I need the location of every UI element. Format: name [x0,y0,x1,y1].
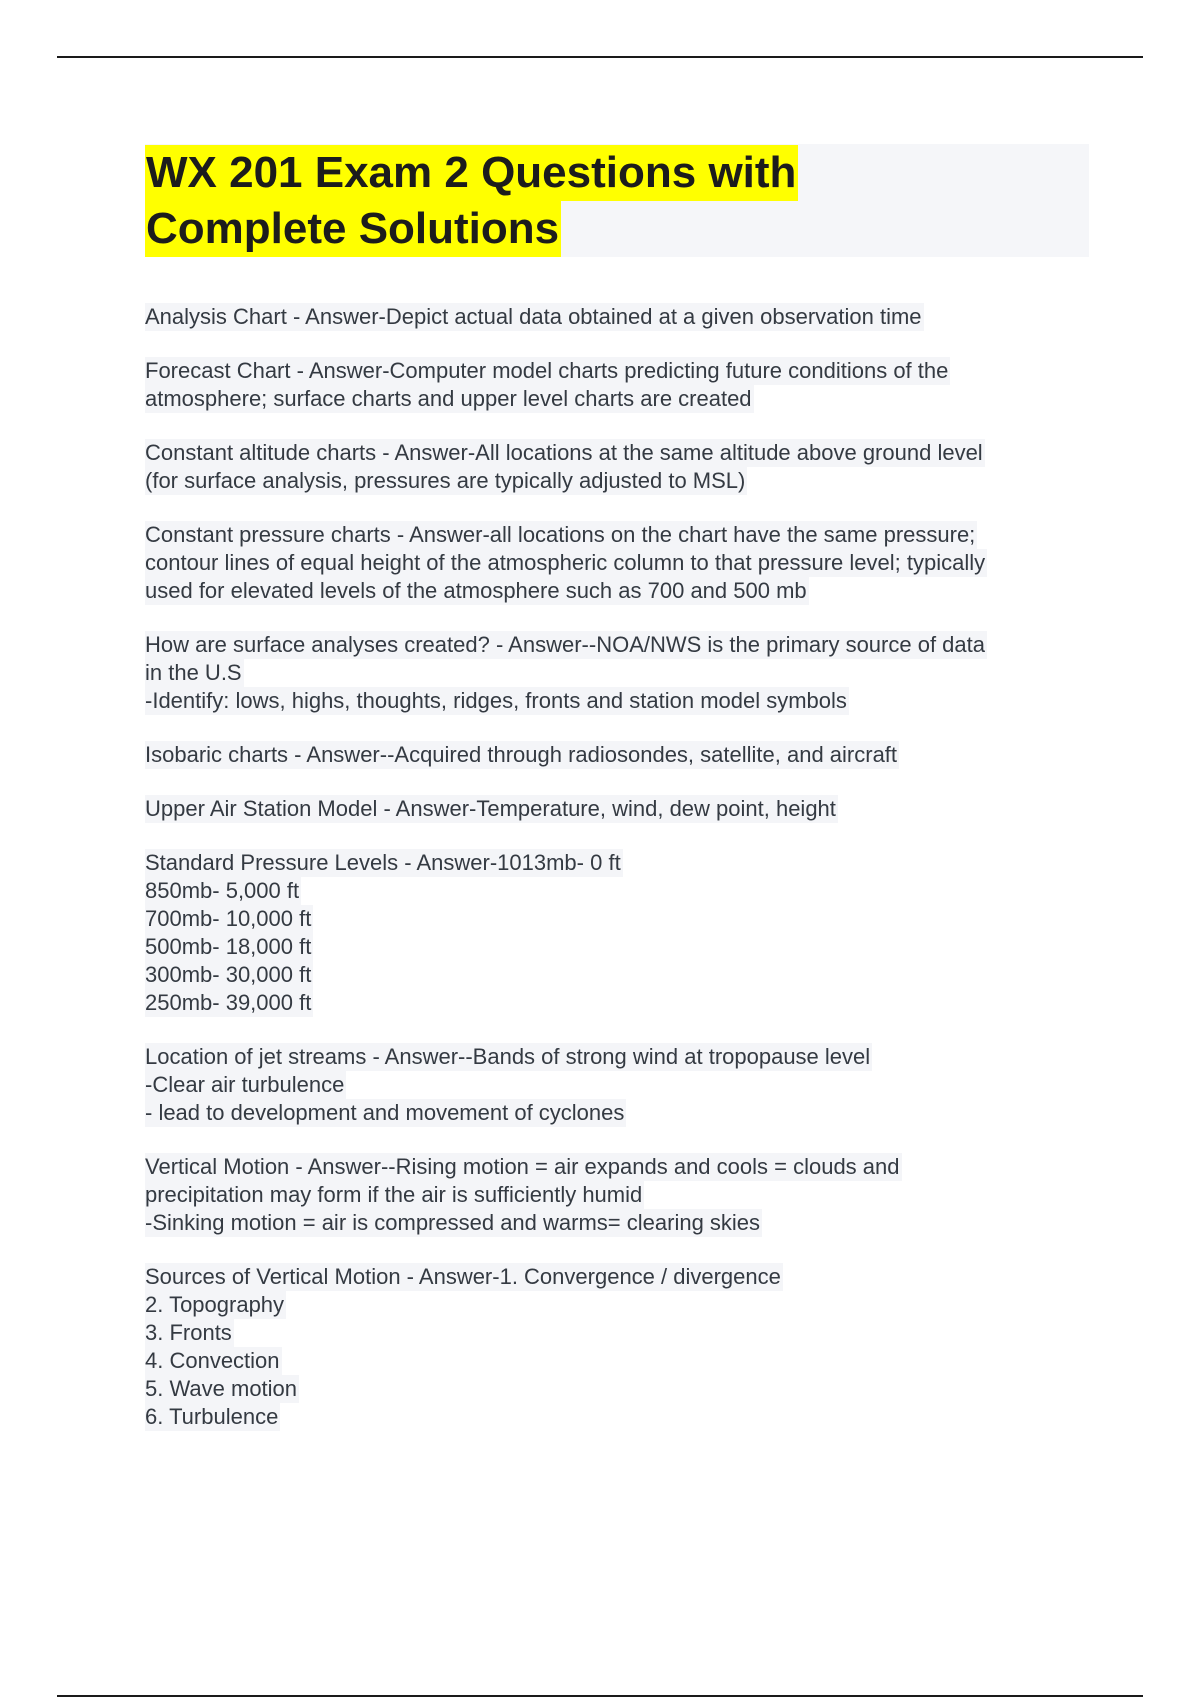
qa-line: 2. Topography [145,1292,285,1317]
qa-list [145,303,1095,1457]
qa-line: 500mb- 18,000 ft [145,934,312,959]
qa-line: Forecast Chart - Answer-Computer model charts predicting future conditions of the [145,358,949,383]
qa-item [145,439,1095,495]
qa-line: 250mb- 39,000 ft [145,990,312,1015]
qa-line: 3. Fronts [145,1320,232,1345]
qa-line: Standard Pressure Levels - Answer-1013mb- 0 ft [145,850,621,875]
qa-line: 6. Turbulence [145,1404,279,1429]
qa-line: Upper Air Station Model - Answer-Temperature, wind, dew point, height [145,796,836,821]
qa-line: -Sinking motion = air is compressed and warms= clearing skies [145,1210,761,1235]
qa-line: contour lines of equal height of the atmospheric column to that pressure level; typically [145,550,986,575]
qa-line: -Identify: lows, highs, thoughts, ridges, fronts and station model symbols [145,688,847,713]
qa-line: Location of jet streams - Answer--Bands of strong wind at tropopause level [145,1044,871,1069]
qa-line: 700mb- 10,000 ft [145,906,312,931]
qa-line: Analysis Chart - Answer-Depict actual data obtained at a given observation time [145,304,922,329]
qa-item [145,521,1095,605]
document-title-line-1: WX 201 Exam 2 Questions with [145,145,798,201]
qa-line: Isobaric charts - Answer--Acquired through radiosondes, satellite, and aircraft [145,742,898,767]
qa-item [145,303,1095,331]
qa-line: 5. Wave motion [145,1376,298,1401]
header-rule [57,56,1143,58]
qa-line: 850mb- 5,000 ft [145,878,300,903]
qa-item [145,1263,1095,1431]
qa-item [145,741,1095,769]
footer-rule [57,1695,1143,1697]
qa-item [145,1043,1095,1127]
qa-line: Vertical Motion - Answer--Rising motion = air expands and cools = clouds and [145,1154,900,1179]
qa-line: (for surface analysis, pressures are typically adjusted to MSL) [145,468,746,493]
qa-item [145,795,1095,823]
qa-line: Constant pressure charts - Answer-all locations on the chart have the same pressure; [145,522,976,547]
qa-item [145,849,1095,1017]
qa-item [145,1153,1095,1237]
qa-line: in the U.S [145,660,242,685]
qa-line: used for elevated levels of the atmosphere such as 700 and 500 mb [145,578,807,603]
qa-item [145,357,1095,413]
qa-line: -Clear air turbulence [145,1072,345,1097]
qa-line: precipitation may form if the air is sufficiently humid [145,1182,643,1207]
qa-line: - lead to development and movement of cyclones [145,1100,625,1125]
qa-line: How are surface analyses created? - Answer--NOA/NWS is the primary source of data [145,632,985,657]
document-title-line-2: Complete Solutions [145,201,561,257]
qa-line: Sources of Vertical Motion - Answer-1. Convergence / divergence [145,1264,781,1289]
qa-line: 4. Convection [145,1348,280,1373]
qa-line: Constant altitude charts - Answer-All locations at the same altitude above ground level [145,440,983,465]
qa-line: atmosphere; surface charts and upper level charts are created [145,386,752,411]
qa-line: 300mb- 30,000 ft [145,962,312,987]
qa-item [145,631,1095,715]
